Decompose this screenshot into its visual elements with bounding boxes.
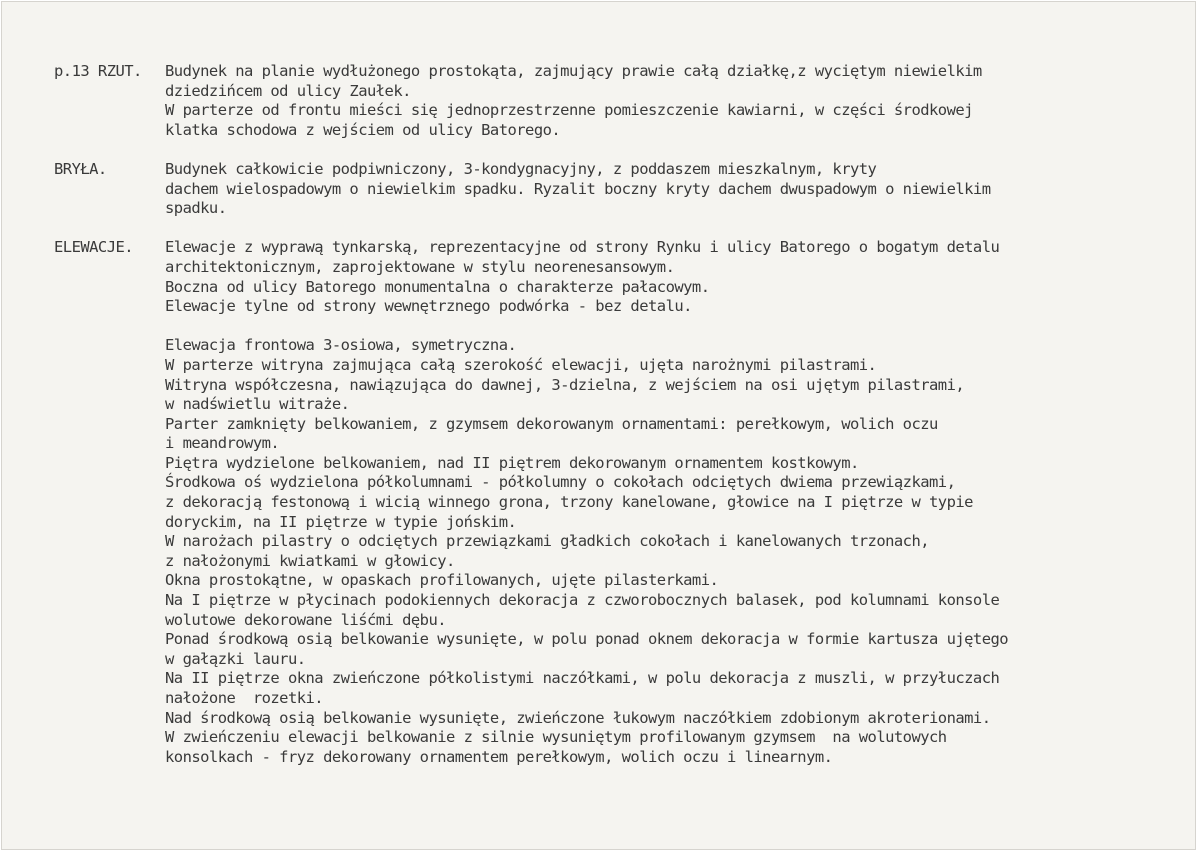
text-line: W parterze witryna zajmująca całą szerokość elewacji, ujęta narożnymi pilastrami. [165, 355, 877, 374]
text-line: z dekoracją festonową i wicią winnego grona, trzony kanelowane, głowice na I piętrze w typie [165, 493, 973, 512]
text-line: architektonicznym, zaprojektowane w stylu neorenesansowym. [165, 257, 675, 276]
text-line: Budynek na planie wydłużonego prostokąta, zajmujący prawie całą działkę,z wyciętym niewielkim [165, 62, 982, 80]
document-text [54, 62, 1174, 767]
section-body [165, 62, 1174, 140]
text-line: Elewacje z wyprawą tynkarską, reprezentacyjne od strony Rynku i ulicy Batorego o bogatym detalu [165, 238, 1000, 257]
text-line: W parterze od frontu mieści się jednoprzestrzenne pomieszczenie kawiarni, w części środkowej [165, 101, 973, 120]
text-line: klatka schodowa z wejściem od ulicy Batorego. [165, 120, 561, 139]
document-page [1, 1, 1196, 850]
text-line: Na II piętrze okna zwieńczone półkolistymi naczółkami, w polu dekoracja z muszli, w przyłuczach [165, 669, 1000, 688]
text-line: z nałożonymi kwiatkami w głowicy. [165, 551, 455, 570]
text-line: nałożone rozetki. [165, 689, 324, 707]
section-rzut [54, 62, 1174, 140]
paragraph-gap [165, 317, 1174, 337]
text-line: Budynek całkowicie podpiwniczony, 3-kondygnacyjny, z poddaszem mieszkalnym, kryty [165, 159, 877, 178]
text-line: i meandrowym. [165, 434, 280, 453]
section-body [165, 160, 1174, 219]
text-line: W narożach pilastry o odciętych przewiązkami gładkich cokołach i kanelowanych trzonach, [165, 532, 930, 551]
text-line: Elewacja frontowa 3-osiowa, symetryczna. [165, 336, 517, 355]
section-label: BRYŁA. [54, 159, 107, 178]
section-body [165, 238, 1174, 767]
text-line: konsolkach - fryz dekorowany ornamentem perełkowym, wolich oczu i linearnym. [165, 747, 833, 766]
text-line: Witryna współczesna, nawiązująca do dawnej, 3-dzielna, z wejściem na osi ujętym pilastrami, [165, 375, 965, 394]
text-line: Boczna od ulicy Batorego monumentalna o charakterze pałacowym. [165, 277, 710, 296]
text-line: dziedzińcem od ulicy Zaułek. [165, 81, 411, 100]
section-label: p.13 RZUT. [54, 62, 142, 80]
section-bryla [54, 160, 1174, 219]
text-line: Piętra wydzielone belkowaniem, nad II piętrem dekorowanym ornamentem kostkowym. [165, 453, 859, 472]
text-line: w nadświetlu witraże. [165, 395, 350, 414]
text-line: doryckim, na II piętrze w typie jońskim. [165, 512, 517, 531]
text-line: Nad środkową osią belkowanie wysunięte, zwieńczone łukowym naczółkiem zdobionym akroterionami. [165, 708, 991, 727]
paragraph-gap [54, 219, 1174, 239]
section-elewacje [54, 238, 1174, 767]
text-line: dachem wielospadowym o niewielkim spadku. Ryzalit boczny kryty dachem dwuspadowym o niewielkim [165, 179, 991, 198]
text-line: wolutowe dekorowane liśćmi dębu. [165, 610, 447, 629]
text-line: Parter zamknięty belkowaniem, z gzymsem dekorowanym ornamentami: perełkowym, wolich oczu [165, 414, 938, 433]
paragraph-gap [54, 140, 1174, 160]
text-line: W zwieńczeniu elewacji belkowanie z silnie wysuniętym profilowanym gzymsem na wolutowych [165, 728, 947, 747]
text-line: Środkowa oś wydzielona półkolumnami - półkolumny o cokołach odciętych dwiema przewiązkami, [165, 473, 956, 492]
text-line: Ponad środkową osią belkowanie wysunięte, w polu ponad oknem dekoracja w formie kartusza ujętego [165, 630, 1009, 649]
text-line: Elewacje tylne od strony wewnętrznego podwórka - bez detalu. [165, 297, 692, 316]
section-label: ELEWACJE. [54, 238, 134, 257]
text-line: spadku. [165, 199, 227, 218]
text-line: Okna prostokątne, w opaskach profilowanych, ujęte pilasterkami. [165, 571, 719, 590]
text-line: w gałązki lauru. [165, 649, 306, 668]
text-line: Na I piętrze w płycinach podokiennych dekoracja z czworobocznych balasek, pod kolumnami konsole [165, 591, 1000, 610]
